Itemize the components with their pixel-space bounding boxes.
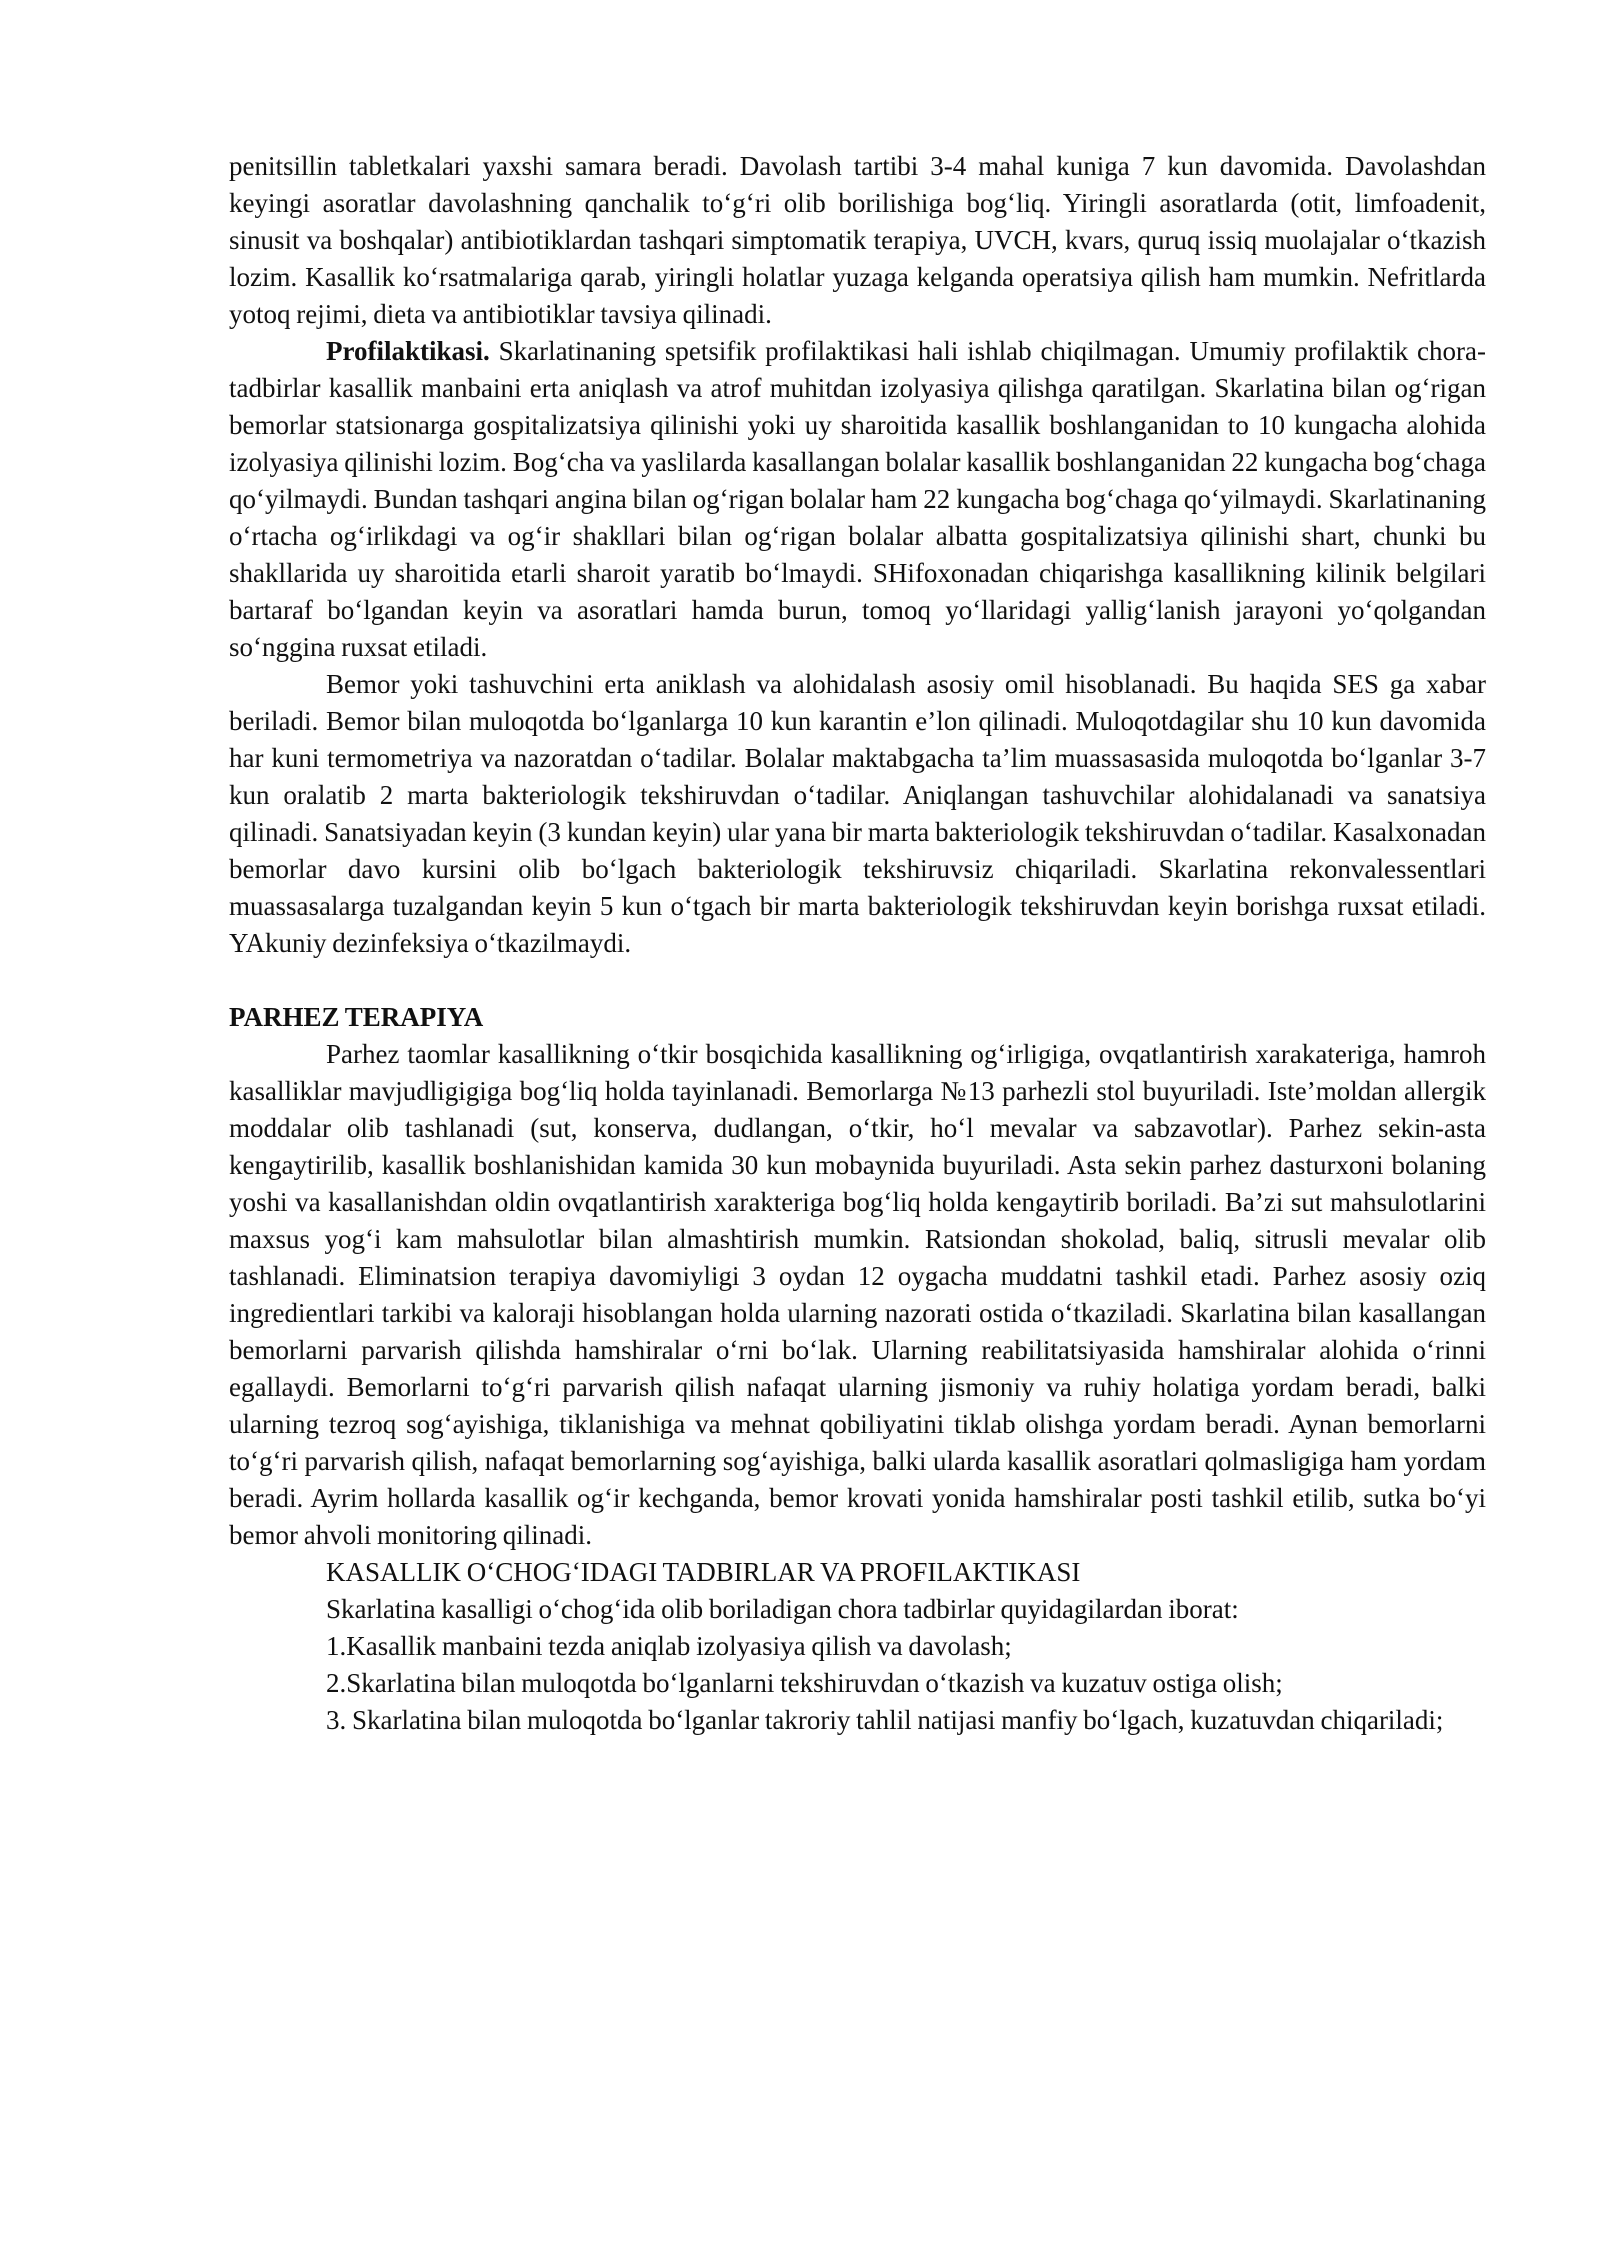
paragraph-prophylaxis — [229, 333, 1486, 666]
paragraph-outbreak-intro: Skarlatina kasalligi o‘chog‘ida olib boriladigan chora tadbirlar quyidagilardan iborat: — [326, 1594, 1239, 1624]
prophylaxis-label: Profilaktikasi. — [326, 336, 490, 366]
prophylaxis-text: Skarlatinaning spetsifik profilaktikasi hali ishlab chiqilmagan. Umumiy profilaktik chora-tadbirlar kasallik manbaini erta aniqlash va atrof muhitdan izolyasiya qilishga qaratilgan. Skarlatina bilan og‘rigan bemorlar statsionarga gospitalizatsiya qilinishi yoki uy sharoitida kasallik boshlanganidan to 10 kungacha alohida izolyasiya qilinishi lozim. Bog‘cha va yaslilarda kasallangan bolalar kasallik boshlanganidan 22 kungacha bog‘chaga qo‘yilmaydi. Bundan tashqari angina bilan og‘rigan bolalar ham 22 kungacha bog‘chaga qo‘yilmaydi. Skarlatinaning o‘rtacha og‘irlikdagi va og‘ir shakllari bilan og‘rigan bolalar albatta gospitalizatsiya qilinishi shart, chunki bu shakllarida uy sharoitida etarli sharoit yaratib bo‘lmaydi. SHifoxonadan chiqarishga kasallikning kilinik belgilari bartaraf bo‘lgandan keyin va asoratlari hamda burun, tomoq yo‘llaridagi yallig‘lanish jarayoni yo‘qolgandan so‘nggina ruxsat etiladi. — [229, 336, 1486, 662]
paragraph-carrier: Bemor yoki tashuvchini erta aniklash va alohidalash asosiy omil hisoblanadi. Bu haqida SES ga xabar beriladi. Bemor bilan muloqotda bo‘lganlarga 10 kun karantin e’lon qilinadi. Muloqotdagilar shu 10 kun davomida har kuni termometriya va nazoratdan o‘tadilar. Bolalar maktabgacha ta’lim muassasasida muloqotda bo‘lganlar 3-7 kun oralatib 2 marta bakteriologik tekshiruvdan o‘tadilar. Aniqlangan tashuvchilar alohidalanadi va sanatsiya qilinadi. Sanatsiyadan keyin (3 kundan keyin) ular yana bir marta bakteriologik tekshiruvdan o‘tadilar. Kasalxonadan bemorlar davo kursini olib bo‘lgach bakteriologik tekshiruvsiz chiqariladi. Skarlatina rekonvalessentlari muassasalarga tuzalgandan keyin 5 kun o‘tgach bir marta bakteriologik tekshiruvdan keyin borishga ruxsat etiladi. YAkuniy dezinfeksiya o‘tkazilmaydi. — [229, 669, 1486, 958]
paragraph-treatment: penitsillin tabletkalari yaxshi samara beradi. Davolash tartibi 3-4 mahal kuniga 7 kun davomida. Davolashdan keyingi asoratlar davolashning qanchalik to‘g‘ri olib borilishiga bog‘liq. Yiringli asoratlarda (otit, limfoadenit, sinusit va boshqalar) antibiotiklardan tashqari simptomatik terapiya, UVCH, kvars, quruq issiq muolajalar o‘tkazish lozim. Kasallik ko‘rsatmalariga qarab, yiringli holatlar yuzaga kelganda operatsiya qilish ham mumkin. Nefritlarda yotoq rejimi, dieta va antibiotiklar tavsiya qilinadi. — [229, 151, 1486, 329]
heading-outbreak-measures: KASALLIK O‘CHOG‘IDAGI TADBIRLAR VA PROFILAKTIKASI — [326, 1557, 1081, 1587]
list-item-2: 2.Skarlatina bilan muloqotda bo‘lganlarni tekshiruvdan o‘tkazish va kuzatuv ostiga olish; — [326, 1668, 1283, 1698]
list-item-1: 1.Kasallik manbaini tezda aniqlab izolyasiya qilish va davolash; — [326, 1631, 1012, 1661]
paragraph-diet: Parhez taomlar kasallikning o‘tkir bosqichida kasallikning og‘irligiga, ovqatlantirish xarakateriga, hamroh kasalliklar mavjudligigiga bog‘liq holda tayinlanadi. Bemorlarga №13 parhezli stol buyuriladi. Iste’moldan allergik moddalar olib tashlanadi (sut, konserva, dudlangan, o‘tkir, ho‘l mevalar va sabzavotlar). Parhez sekin-asta kengaytirilib, kasallik boshlanishidan kamida 30 kun mobaynida buyuriladi. Asta sekin parhez dasturxoni bolaning yoshi va kasallanishdan oldin ovqatlantirish xarakteriga bog‘liq holda kengaytirib boriladi. Ba’zi sut mahsulotlarini maxsus yog‘i kam mahsulotlar bilan almashtirish mumkin. Ratsiondan shokolad, baliq, sitrusli mevalar olib tashlanadi. Eliminatsion terapiya davomiyligi 3 oydan 12 oygacha muddatni tashkil etadi. Parhez asosiy oziq ingredientlari tarkibi va kaloraji hisoblangan holda ularning nazorati ostida o‘tkaziladi. Skarlatina bilan kasallangan bemorlarni parvarish qilishda hamshiralar o‘rni bo‘lak. Ularning reabilitatsiyasida hamshiralar alohida o‘rinni egallaydi. Bemorlarni to‘g‘ri parvarish qilish nafaqat ularning jismoniy va ruhiy holatiga yordam beradi, balki ularning tezroq sog‘ayishiga, tiklanishiga va mehnat qobiliyatini tiklab olishga yordam beradi. Aynan bemorlarni to‘g‘ri parvarish qilish, nafaqat bemorlarning sog‘ayishiga, balki ularda kasallik asoratlari qolmasligiga ham yordam beradi. Ayrim hollarda kasallik og‘ir kechganda, bemor krovati yonida hamshiralar posti tashkil etilib, sutka bo‘yi bemor ahvoli monitoring qilinadi. — [229, 1039, 1486, 1550]
list-item-3: 3. Skarlatina bilan muloqotda bo‘lganlar takroriy tahlil natijasi manfiy bo‘lgach, kuzatuvdan chiqariladi; — [326, 1705, 1444, 1735]
heading-diet-therapy: PARHEZ TERAPIYA — [229, 1002, 484, 1032]
document-page — [229, 148, 1486, 1739]
